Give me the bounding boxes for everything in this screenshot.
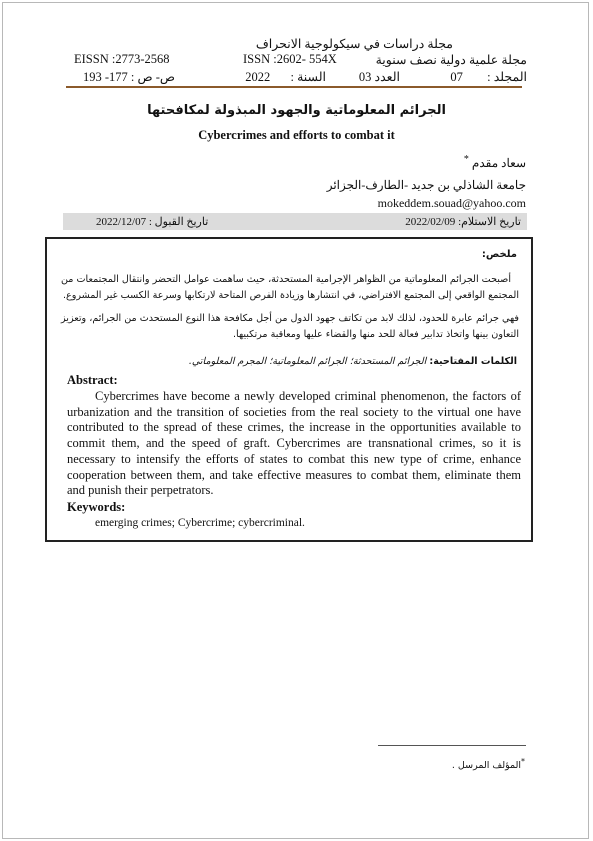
- volume-value: 07: [450, 70, 463, 84]
- author: [464, 154, 526, 171]
- volume: [450, 69, 527, 85]
- keywords-en-heading: Keywords:: [67, 500, 126, 514]
- author-mark: *: [463, 154, 469, 165]
- accepted-date: تاريخ القبول : 2022/12/07: [96, 216, 209, 228]
- pages: ص- ص : 177- 193: [82, 70, 175, 84]
- abstract-ar-heading: ملخص:: [481, 249, 517, 260]
- email[interactable]: mokeddem.souad@yahoo.com: [377, 196, 526, 210]
- keywords-ar-label: الكلمات المفتاحية:: [429, 356, 517, 367]
- abstract-ar-keywords: [189, 356, 517, 367]
- year: [245, 69, 326, 85]
- journal-issn: ISSN :2602- 554X: [243, 52, 337, 66]
- received-date: تاريخ الاستلام: 2022/02/09: [405, 216, 521, 228]
- year-value: 2022: [245, 70, 271, 84]
- journal-type: مجلة علمية دولية نصف سنوية: [375, 53, 527, 67]
- author-name: سعاد مقدم: [471, 156, 526, 170]
- dates-bar: [63, 213, 527, 230]
- header-rule: [66, 86, 522, 88]
- journal-eissn: EISSN :2773-2568: [74, 52, 170, 66]
- volume-label: المجلد :: [487, 70, 527, 84]
- abstract-box: [45, 237, 533, 542]
- title-english: Cybercrimes and efforts to combat it: [198, 128, 395, 142]
- affiliation: جامعة الشاذلي بن جديد -الطارف-الجزائر: [326, 178, 526, 192]
- journal-name: مجلة دراسات في سيكولوجية الانحراف: [255, 37, 453, 51]
- keywords-en-list: emerging crimes; Cybercrime; cybercriminal.: [95, 517, 305, 529]
- abstract-ar-paragraph-1: أصبحت الجرائم المعلوماتية من الظواهر الإجرامية المستحدثة، حيث ساهمت عوامل التحضر وانتقال المجتمعات من المجتمع الواقعي إلى المجتمع الافتراضي، في انتشارها وزيادة الفرص المتاحة لارتكابها وسرعة الكسب غير المشروع.: [61, 274, 519, 301]
- year-label: السنة :: [290, 70, 326, 84]
- title-arabic: الجرائم المعلوماتية والجهود المبذولة لمكافحتها: [147, 103, 446, 118]
- keywords-ar-list: الجرائم المستحدثة؛ الجرائم المعلوماتية؛ المجرم المعلوماتي.: [188, 356, 427, 367]
- footnote-mark: *: [521, 757, 525, 766]
- abstract-en-body: Cybercrimes have become a newly developed criminal phenomenon, the factors of urbanization and the transition of societies from the real society to the virtual one have contributed to the spread of these crimes, the increase in the opportunities available to commit them, and the speed of graft. Cybercrimes are transnational crimes, so it is necessary to intensify the efforts of states to combat this new type of crime, enhance cooperation between them, and take effective measures to combat them, eliminate them and punish their perpetrators.: [67, 389, 521, 498]
- footnote-text: المؤلف المرسل .: [451, 760, 522, 772]
- abstract-en-heading: Abstract:: [67, 373, 118, 387]
- issue: العدد 03: [358, 70, 400, 84]
- footnote: [452, 757, 525, 771]
- footnote-rule: [378, 745, 526, 746]
- abstract-ar-paragraph-2: فهي جرائم عابرة للحدود، لذلك لابد من تكاتف جهود الدول من أجل مكافحة هذا النوع المستحدث من الجرائم، وتعزيز التعاون بينها واتخاذ تدابير فعالة للحد منها والقضاء عليها ومعاقبة مرتكبيها.: [61, 313, 519, 340]
